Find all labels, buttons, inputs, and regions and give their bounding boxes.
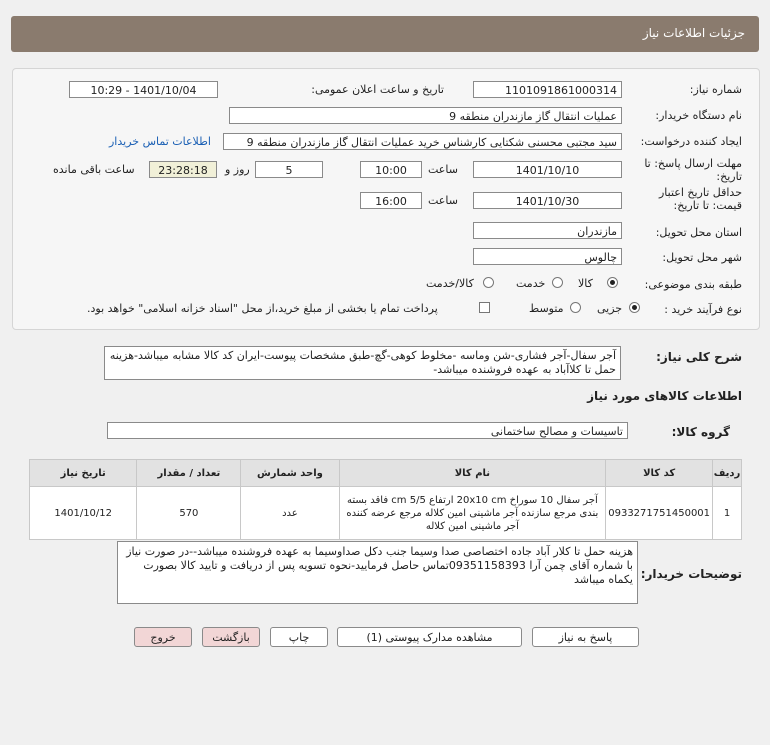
deadline-time-label: ساعت <box>428 163 458 176</box>
validity-time-field: 16:00 <box>360 192 422 209</box>
announce-label: تاریخ و ساعت اعلان عمومی: <box>311 83 444 96</box>
col-date: تاریخ نیاز <box>30 460 137 487</box>
category-label: طبقه بندی موضوعی: <box>644 278 742 291</box>
process-radio-minor[interactable] <box>629 302 640 313</box>
deadline-date-label: تاریخ: <box>716 170 742 183</box>
remaining-time-label: ساعت باقی مانده <box>53 163 135 176</box>
need-number-label: شماره نیاز: <box>689 83 742 96</box>
row-qty: 570 <box>137 487 241 540</box>
validity-time-label: ساعت <box>428 194 458 207</box>
page-title: جزئیات اطلاعات نیاز <box>642 26 745 40</box>
validity-date-label: قیمت: تا تاریخ: <box>673 199 742 212</box>
contact-info-link[interactable]: اطلاعات تماس خریدار <box>109 135 211 148</box>
creator-field: سید مجتبی محسنی شکتایی کارشناس خرید عملیات انتقال گاز مازندران منطقه 9 <box>223 133 622 150</box>
deadline-date-field: 1401/10/10 <box>473 161 622 178</box>
back-button[interactable]: بازگشت <box>202 627 260 647</box>
category-radio-goods[interactable] <box>607 277 618 288</box>
validity-date-field: 1401/10/30 <box>473 192 622 209</box>
days-field: 5 <box>255 161 323 178</box>
city-field: چالوس <box>473 248 622 265</box>
treasury-note: پرداخت تمام یا بخشی از مبلغ خرید،از محل "اسناد خزانه اسلامی" خواهد بود. <box>87 302 438 315</box>
goods-group-label: گروه کالا: <box>671 425 730 439</box>
process-option-medium: متوسط <box>529 302 564 315</box>
deadline-label: مهلت ارسال پاسخ: تا <box>644 157 742 170</box>
treasury-checkbox[interactable] <box>479 302 490 313</box>
row-index: 1 <box>713 487 742 540</box>
row-date: 1401/10/12 <box>30 487 137 540</box>
process-radio-medium[interactable] <box>570 302 581 313</box>
buyer-org-field: عملیات انتقال گاز مازندران منطقه 9 <box>229 107 622 124</box>
validity-label: حداقل تاریخ اعتبار <box>658 186 742 199</box>
buyer-notes-text: هزینه حمل تا کلار آباد جاده اختصاصی صدا وسیما جنب دکل صداوسیما به عهده فروشنده میباشد--در صورت نیاز با شماره آقای چمن آرا 09351158393تماس حاصل فرمایید-نحوه تسویه پس از دریافت و تایید کالا بصورت یکماه میباشد <box>117 541 638 604</box>
goods-group-field: تاسیسات و مصالح ساختمانی <box>107 422 628 439</box>
print-button[interactable]: چاپ <box>270 627 328 647</box>
row-unit: عدد <box>241 487 339 540</box>
city-label: شهر محل تحویل: <box>662 251 742 264</box>
category-option-goods-service: کالا/خدمت <box>426 277 474 290</box>
deadline-time-field: 10:00 <box>360 161 422 178</box>
goods-table <box>29 459 742 540</box>
category-radio-goods-service[interactable] <box>483 277 494 288</box>
province-label: استان محل تحویل: <box>655 226 742 239</box>
col-name: نام کالا <box>339 460 606 487</box>
table-row <box>30 487 742 540</box>
page-header <box>11 16 759 52</box>
reply-button[interactable]: پاسخ به نیاز <box>532 627 639 647</box>
days-label: روز و <box>225 163 250 176</box>
goods-section-title: اطلاعات کالاهای مورد نیاز <box>587 389 742 403</box>
category-option-service: خدمت <box>516 277 546 290</box>
category-option-goods: کالا <box>578 277 593 290</box>
summary-label: شرح کلی نیاز: <box>656 350 742 364</box>
category-radio-service[interactable] <box>552 277 563 288</box>
buyer-notes-label: توضیحات خریدار: <box>640 567 742 581</box>
buyer-org-label: نام دستگاه خریدار: <box>655 109 742 122</box>
exit-button[interactable]: خروج <box>134 627 192 647</box>
col-code: کد کالا <box>606 460 713 487</box>
summary-text: آجر سفال-آجر فشاری-شن وماسه -مخلوط کوهی-گچ-طبق مشخصات پیوست-ایران کد کالا مشابه میباشد-هزینه حمل تا کلاآباد به عهده فروشنده میباشد- <box>104 346 621 380</box>
remaining-time-field: 23:28:18 <box>149 161 217 178</box>
process-option-minor: جزیی <box>597 302 623 315</box>
attachments-button[interactable]: مشاهده مدارک پیوستی (1) <box>337 627 522 647</box>
row-name: آجر سفال 10 سوراخ 20x10 cm ارتفاع 5/5 cm فاقد بسته بندی مرجع سازنده آجر ماشینی امین کلاله مرجع عرضه کننده آجر ماشینی امین کلاله <box>339 487 606 540</box>
goods-table-header <box>30 460 742 487</box>
col-qty: تعداد / مقدار <box>137 460 241 487</box>
announce-field: 1401/10/04 - 10:29 <box>69 81 218 98</box>
province-field: مازندران <box>473 222 622 239</box>
need-number-field: 1101091861000314 <box>473 81 622 98</box>
row-code: 0933271751450001 <box>606 487 713 540</box>
col-unit: واحد شمارش <box>241 460 339 487</box>
col-index: ردیف <box>713 460 742 487</box>
process-label: نوع فرآیند خرید : <box>664 303 742 316</box>
creator-label: ایجاد کننده درخواست: <box>640 135 742 148</box>
